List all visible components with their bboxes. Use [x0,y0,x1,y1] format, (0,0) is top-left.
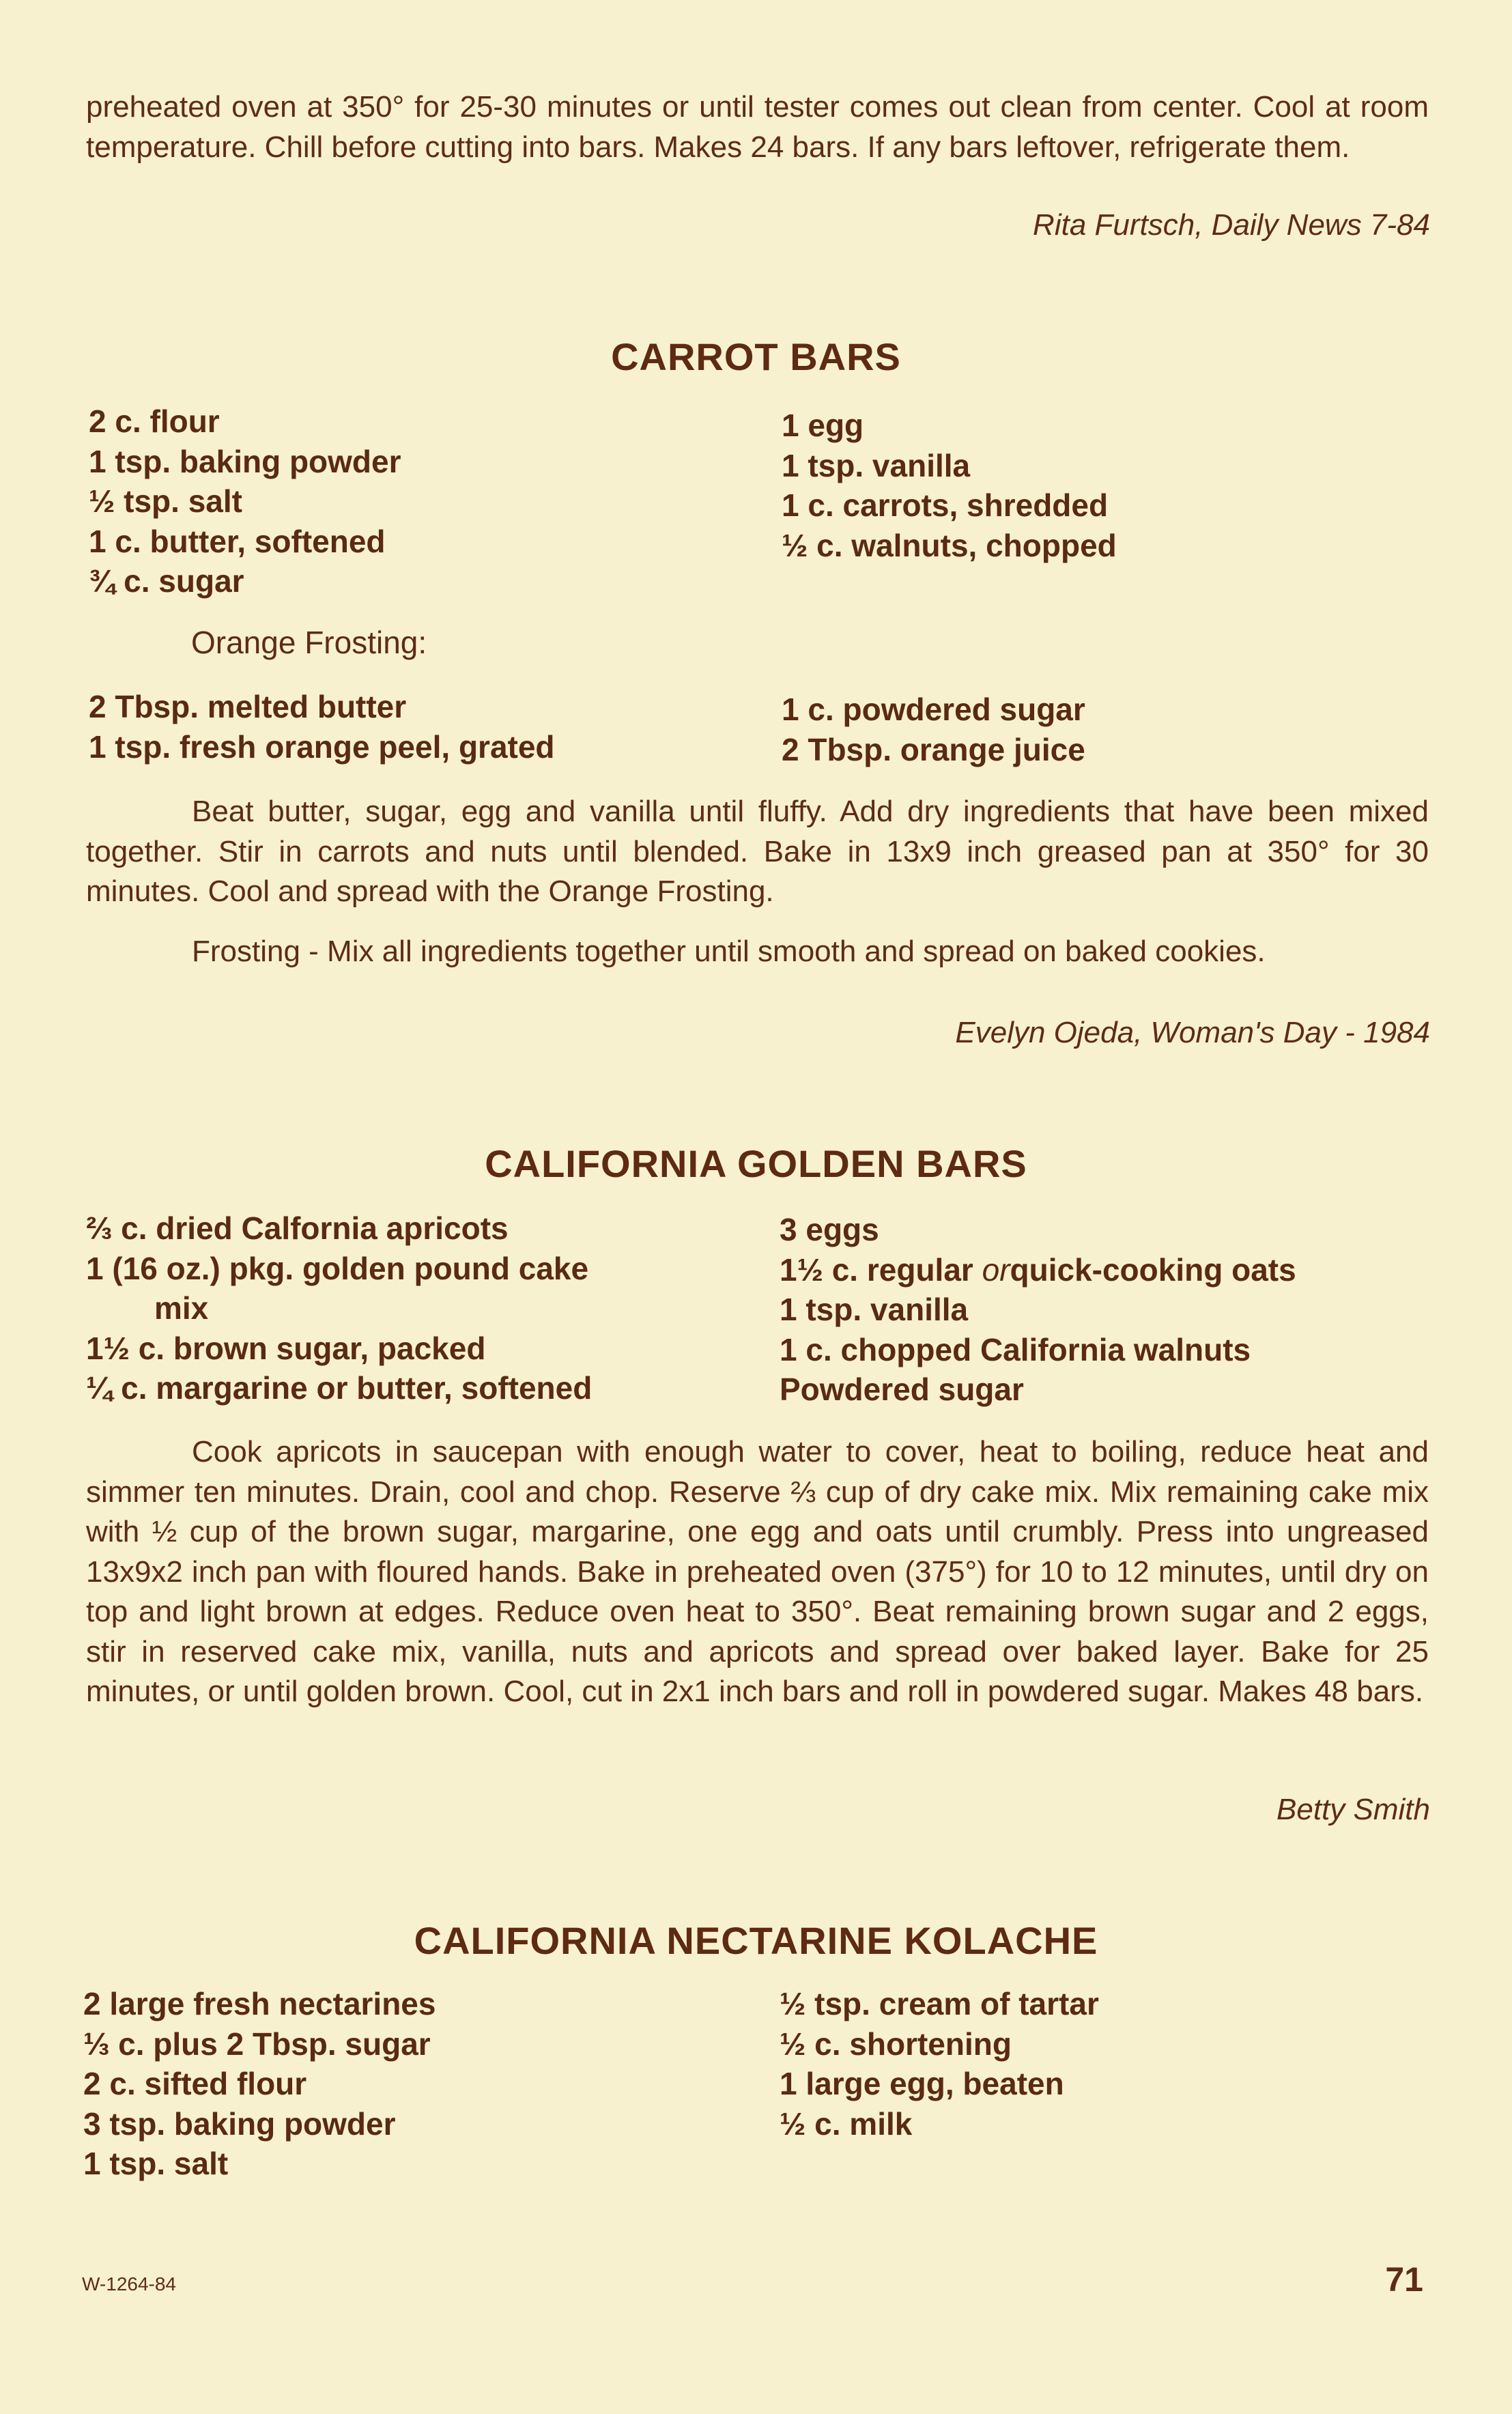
ingredient: ½ c. shortening [780,2026,1012,2062]
ingredient: 1 tsp. vanilla [780,1292,969,1327]
golden-attribution: Betty Smith [1276,1793,1430,1826]
ingredient: 1 (16 oz.) pkg. golden pound cake [86,1250,589,1286]
ingredient: ½ c. walnuts, chopped [782,527,1117,563]
ingredient: 1 tsp. fresh orange peel, grated [89,728,555,765]
page-number: 71 [1385,2260,1423,2299]
oats-prefix: 1½ c. regular [780,1251,982,1288]
ingredient: 1 c. powdered sugar [782,692,1085,727]
carrot-attribution: Evelyn Ojeda, Woman's Day - 1984 [955,1016,1430,1049]
ingredient: 1 tsp. salt [83,2146,229,2181]
frosting-directions: Frosting - Mix all ingredients together until smooth and spread on baked cookies. [192,935,1266,968]
ingredient: ½ tsp. cream of tartar [780,1986,1099,2021]
recipe-title-golden-bars: CALIFORNIA GOLDEN BARS [485,1142,1027,1185]
ingredient: 1 egg [782,408,864,443]
frosting-ingredients-left [89,687,555,767]
ingredient: mix [154,1290,209,1326]
ingredient: 2 Tbsp. melted butter [89,689,407,724]
ingredient: ½ tsp. salt [89,483,242,519]
kolache-ingredients-right [780,1984,1099,2144]
ingredient: 2 Tbsp. orange juice [782,731,1085,767]
carrot-directions: Beat butter, sugar, egg and vanilla until fluffy. Add dry ingredients that have been mixed together. Stir in carrots and nuts until blended. Bake in 13x9 inch greased pan at 350° for 30 minutes. Cool and spread with the Orange Frosting. [86,795,1429,908]
ingredient: ¾ c. sugar [89,563,244,599]
kolache-ingredients-left [83,1984,436,2184]
ingredient: ¼ c. margarine or butter, softened [86,1370,593,1406]
ingredient: ½ c. milk [780,2105,913,2142]
ingredient: 2 c. sifted flour [83,2066,307,2101]
ingredient: 1 tsp. baking powder [89,443,401,479]
ingredient: ⅓ c. plus 2 Tbsp. sugar [83,2026,431,2062]
ingredient: ⅔ c. dried Calfornia apricots [86,1210,509,1246]
ingredient: 1 tsp. vanilla [782,447,971,483]
ingredient: 2 large fresh nectarines [83,1986,436,2021]
oats-suffix: quick-cooking oats [1010,1251,1296,1288]
ingredient: Powdered sugar [780,1372,1024,1407]
ingredient: 3 tsp. baking powder [83,2105,396,2142]
document-code: W-1264-84 [82,2273,177,2295]
ingredient: 1 c. butter, softened [89,523,386,559]
ingredient: 1 c. carrots, shredded [782,487,1109,523]
carrot-ingredients-left [89,401,401,601]
golden-ingredients-left [86,1208,592,1408]
ingredient: 1 large egg, beaten [780,2066,1064,2101]
ingredient: 2 c. flour [89,403,220,439]
recipe-title-carrot-bars: CARROT BARS [611,335,901,378]
oats-or: or [982,1251,1010,1288]
ingredient: 1½ c. brown sugar, packed [86,1330,486,1366]
golden-directions: Cook apricots in saucepan with enough water to cover, heat to boiling, reduce heat and simmer ten minutes. Drain, cool and chop. Reserve ⅔ cup of dry cake mix. Mix remaining cake mix with ½ cup of the brown sugar, margarine, one egg and oats until crumbly. Press into ungreased 13x9x2 inch pan with floured hands. Bake in preheated oven (375°) for 10 to 12 minutes, until dry on top and light brown at edges. Reduce oven heat to 350°. Beat remaining brown sugar and 2 eggs, stir in reserved cake mix, vanilla, nuts and apricots and spread over baked layer. Bake for 25 minutes, or until golden brown. Cool, cut in 2x1 inch bars and roll in powdered sugar. Makes 48 bars. [86,1435,1429,1708]
frosting-heading: Orange Frosting: [191,625,427,660]
carrot-ingredients-right [782,406,1117,565]
recipe-title-kolache: CALIFORNIA NECTARINE KOLACHE [414,1919,1098,1962]
ingredient: 3 eggs [780,1212,879,1247]
ingredient: 1 c. chopped California walnuts [780,1331,1251,1367]
ingredient-oats [780,1250,1296,1290]
frosting-ingredients-right [782,690,1085,769]
golden-ingredients-right [780,1210,1296,1410]
intro-paragraph: preheated oven at 350° for 25-30 minutes or until tester comes out clean from center. Cool at room temperature. Chill before cutting into bars. Makes 24 bars. If any bars leftover, refrigerate them. [86,90,1429,164]
intro-attribution: Rita Furtsch, Daily News 7-84 [1033,208,1430,242]
